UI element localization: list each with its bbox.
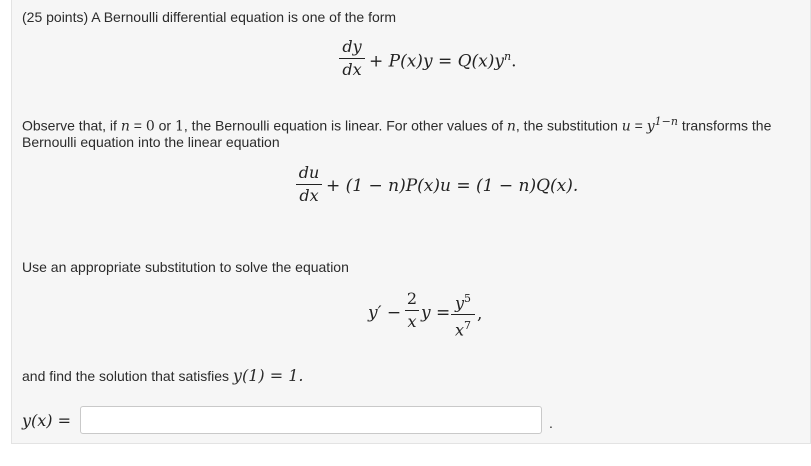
eq1-fraction	[339, 37, 365, 80]
eq3-fraction1: 2 x	[406, 289, 418, 331]
answer-label: y(x) =	[22, 411, 72, 430]
observe-line1: Observe that, if n = 0 or 1, the Bernoulli equation is linear. For other values of n, the substitution $u = y^{1-n}$ transforms the	[22, 115, 772, 135]
find-solution-text: and find the solution that satisfies y(1) = 1.	[22, 366, 304, 385]
eq3-comma: ,	[477, 304, 483, 324]
eq1-body: + $P(x)y = Q(x)y^n$.	[369, 50, 517, 72]
observe-line2: Bernoulli equation into the linear equation	[22, 134, 280, 150]
eq2-numerator: du	[298, 163, 320, 182]
initial-condition: y(1) = 1.	[232, 366, 304, 385]
eq3-lhs: y′ −	[368, 303, 402, 323]
intro-text: (25 points) A Bernoulli differential equation is one of the form	[22, 9, 397, 25]
answer-input[interactable]	[80, 406, 542, 434]
use-substitution-text: Use an appropriate substitution to solve the equation	[22, 259, 349, 275]
eq3-mid: y =	[421, 303, 451, 323]
eq2-body: + (1 − n)P(x)u = (1 − n)Q(x).	[326, 176, 579, 196]
eq1-denominator: dx	[342, 60, 362, 79]
trailing-period: .	[549, 415, 553, 431]
eq3-fraction2: $y^5$ $x^7$	[451, 289, 475, 341]
eq2-fraction	[296, 163, 322, 206]
eq2-denominator: dx	[299, 186, 319, 205]
eq1-numerator: dy	[342, 37, 362, 56]
